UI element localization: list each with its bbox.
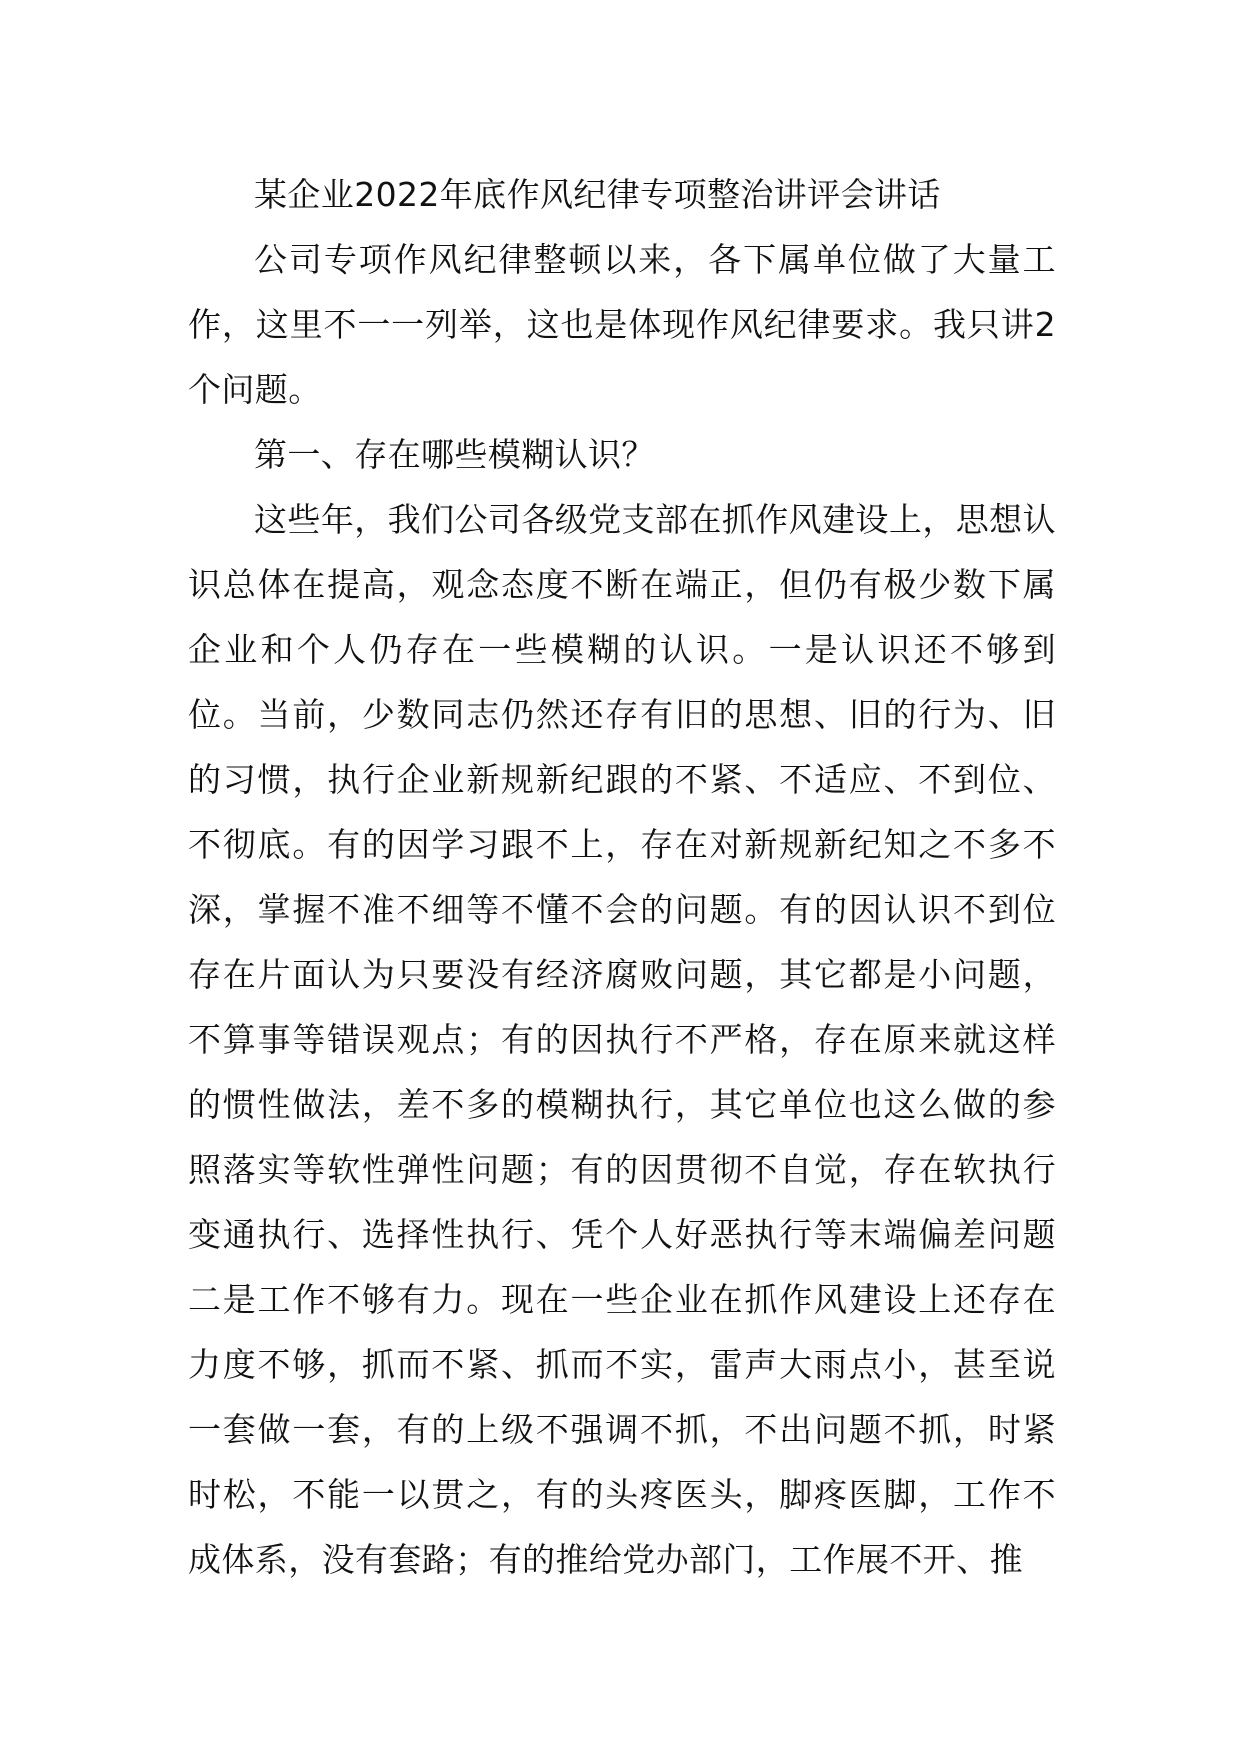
paragraph-body: 这些年，我们公司各级党支部在抓作风建设上，思想认识总体在提高，观念态度不断在端正，但仍有极少数下属企业和个人仍存在一些模糊的认识。一是认识还不够到位。当前，少数同志仍然还存有旧的思想、旧的行为、旧的习惯，执行企业新规新纪跟的不紧、不适应、不到位、不彻底。有的因学习跟不上，存在对新规新纪知之不多不深，掌握不准不细等不懂不会的问题。有的因认识不到位存在片面认为只要没有经济腐败问题，其它都是小问题，不算事等错误观点；有的因执行不严格，存在原来就这样的惯性做法，差不多的模糊执行，其它单位也这么做的参照落实等软性弹性问题；有的因贯彻不自觉，存在软执行变通执行、选择性执行、凭个人好恶执行等末端偏差问题二是工作不够有力。现在一些企业在抓作风建设上还存在力度不够，抓而不紧、抓而不实，雷声大雨点小，甚至说一套做一套，有的上级不强调不抓，不出问题不抓，时紧时松，不能一以贯之，有的头疼医头，脚疼医脚，工作不成体系，没有套路；有的推给党办部门，工作展不开、推: [188, 500, 1056, 1579]
paragraph-intro: 公司专项作风纪律整顿以来，各下属单位做了大量工作，这里不一一列举，这也是体现作风纪律要求。我只讲2个问题。: [188, 240, 1056, 409]
section-heading-1: 第一、存在哪些模糊认识？: [254, 435, 655, 474]
document-body: [188, 162, 1056, 1592]
document-title: 某企业2022年底作风纪律专项整治讲评会讲话: [254, 175, 941, 214]
